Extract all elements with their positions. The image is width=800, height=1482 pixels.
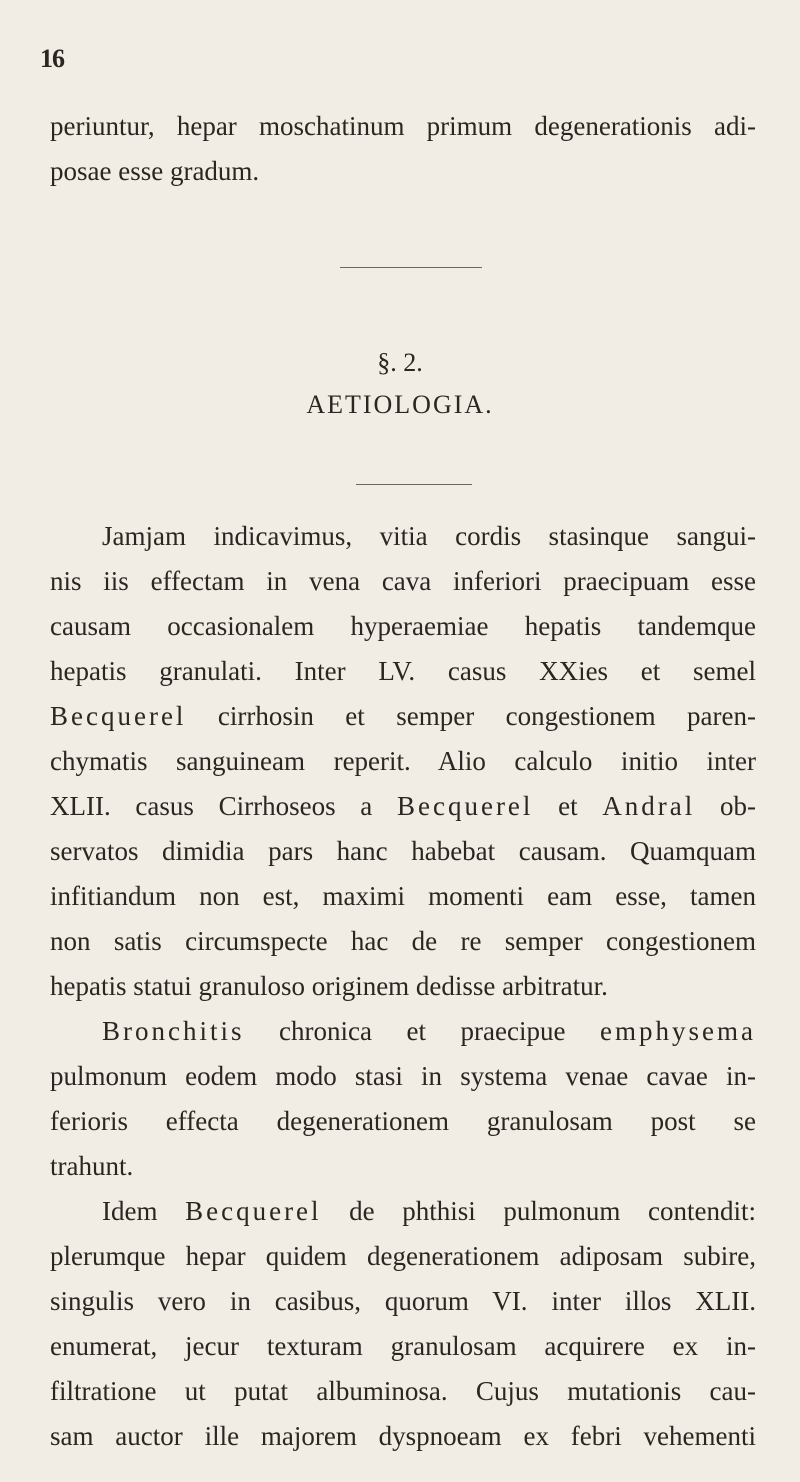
text-line: chymatis sanguineam reperit. Alio calculo initio inter (50, 746, 756, 776)
text-line: Idem Becquerel de phthisi pulmonum contendit: (102, 1196, 756, 1226)
text-line: XLII. casus Cirrhoseos a Becquerel et Andral ob- (50, 791, 756, 821)
emphasized-term: emphysema (600, 1016, 756, 1046)
section-number: §. 2. (377, 348, 423, 377)
text-line: plerumque hepar quidem degenerationem adiposam subire, (50, 1241, 756, 1271)
text-line: sam auctor ille majorem dyspnoeam ex febri vehementi (50, 1421, 756, 1451)
text-line: Jamjam indicavimus, vitia cordis stasinque sangui- (102, 521, 756, 551)
text-line: pulmonum eodem modo stasi in systema venae cavae in- (50, 1061, 756, 1091)
author-name: Becquerel (185, 1196, 322, 1226)
heading-underline-rule (356, 484, 472, 485)
text-line: posae esse gradum. (50, 156, 260, 186)
text-line: periuntur, hepar moschatinum primum degenerationis adi- (50, 111, 756, 141)
text-line: infitiandum non est, maximi momenti eam esse, tamen (50, 881, 756, 911)
text-line: nis iis effectam in vena cava inferiori praecipuam esse (50, 566, 756, 596)
text-line: hepatis statui granuloso originem dedisse arbitratur. (50, 971, 608, 1001)
emphasized-term: Bronchitis (102, 1016, 245, 1046)
opening-text (50, 104, 756, 194)
body-text (50, 514, 756, 1459)
text-line: filtratione ut putat albuminosa. Cujus mutationis cau- (50, 1376, 756, 1406)
separator-rule (340, 267, 482, 268)
author-name: Andral (602, 791, 696, 821)
text-line: non satis circumspecte hac de re semper congestionem (50, 926, 756, 956)
author-name: Becquerel (396, 791, 534, 821)
text-line: servatos dimidia pars hanc habebat causam. Quamquam (50, 836, 756, 866)
text-line: singulis vero in casibus, quorum VI. inter illos XLII. (50, 1286, 756, 1316)
text-line: causam occasionalem hyperaemiae hepatis tandemque (50, 611, 756, 641)
page-number: 16 (40, 44, 64, 73)
text-line: hepatis granulati. Inter LV. casus XXies et semel (50, 656, 756, 686)
text-line: trahunt. (50, 1151, 134, 1181)
text-line: Becquerel cirrhosin et semper congestionem paren- (50, 701, 756, 731)
section-heading: AETIOLOGIA. (306, 390, 494, 419)
text-line: enumerat, jecur texturam granulosam acquirere ex in- (50, 1331, 756, 1361)
text-line: Bronchitis chronica et praecipue emphysema (102, 1016, 756, 1046)
text-line: ferioris effecta degenerationem granulosam post se (50, 1106, 756, 1136)
author-name: Becquerel (50, 701, 187, 731)
